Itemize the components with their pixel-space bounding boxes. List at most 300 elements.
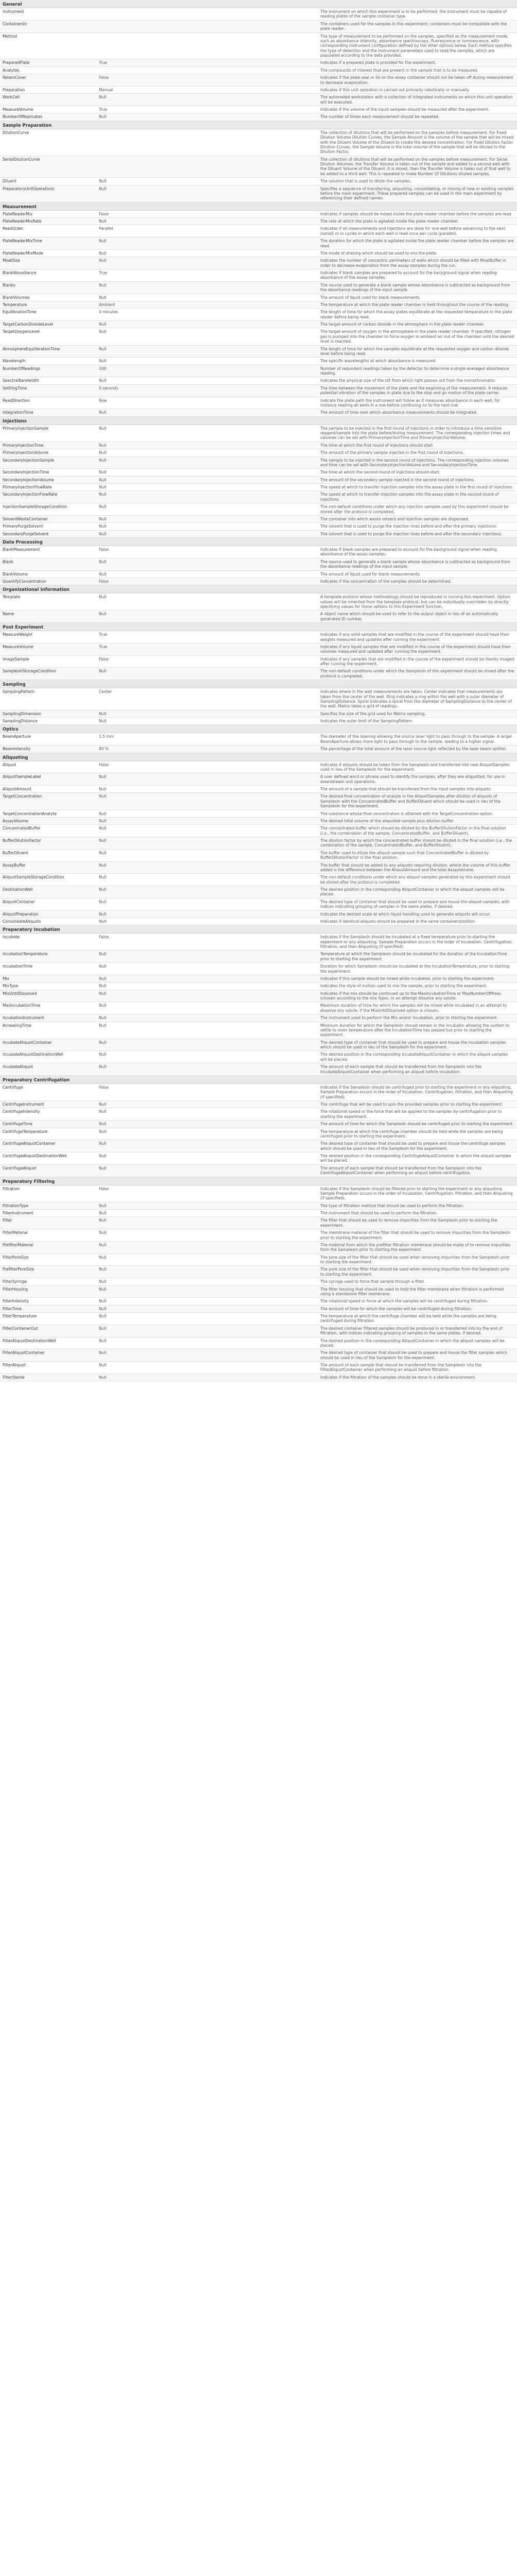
option-name: Temperature: [3, 302, 27, 307]
option-description: The filter that should be used to remove impurities from the SamplesIn prior to starting the experiment.: [320, 1218, 497, 1228]
option-row: [0, 106, 517, 113]
option-description: The desired type of container that should be used to prepare and house the filter samples which should be used in lieu of the SamplesIn for the experiment.: [320, 1350, 507, 1360]
option-row: [0, 1140, 517, 1153]
option-row: [0, 1063, 517, 1076]
option-name: PlateReaderMixTime: [3, 239, 42, 244]
section-header: Data Processing: [0, 538, 517, 546]
option-description: The rotational speed or force at which the samples will be centrifuged during filtration.: [320, 1299, 489, 1304]
section-rows: [0, 8, 517, 121]
option-row: [0, 786, 517, 793]
option-description: The desired position in the corresponding AliquotContainer in which the aliquot samples will be placed.: [320, 1338, 505, 1348]
option-value: Null: [99, 1203, 107, 1208]
option-row: [0, 745, 517, 753]
option-row: [0, 975, 517, 982]
option-description: The duration for which the plate is agitated inside the plate reader chamber before the samples are read.: [320, 239, 514, 248]
option-name: IncubateAliquot: [3, 1064, 33, 1070]
option-row: [0, 1242, 517, 1254]
option-name: SettlingTime: [3, 385, 27, 391]
option-row: [0, 982, 517, 990]
option-row: [0, 484, 517, 491]
option-value: Ambient: [99, 302, 115, 307]
option-value: [96, 8, 318, 20]
option-description: A user defined word or phrase used to identify the samples, after they are aliquotted, for use in downstream unit operations.: [320, 774, 506, 784]
option-value: Null: [99, 711, 107, 716]
option-description: The solvent that is used to purge the injection lines before and after the secondary injections.: [320, 531, 502, 536]
section-preparatory-filtering: [0, 1177, 517, 1382]
option-name: PrefilterPoreSize: [3, 1267, 35, 1272]
option-value: Null: [99, 282, 107, 287]
option-row: [0, 385, 517, 397]
option-row: [0, 129, 517, 156]
option-name: Analytes: [3, 67, 20, 73]
option-value: True: [99, 632, 107, 637]
option-description: The solution that is used to dilute the samples.: [320, 179, 411, 184]
option-description: Indicates if the SamplesIn should be centrifuged prior to starting the experiment or any aliquoting. Sample Preparation occurs in the order of Incubation, Centrifugation, Filtration, and then Aliquoting (if specified).: [320, 1084, 513, 1099]
option-name: FilterAliquotDestinationWell: [3, 1338, 56, 1343]
option-value: Null: [99, 1102, 107, 1107]
option-description: The diameter of the opening allowing the source laser light to pass through to the sample. A larger BeamAperture allows more light to pass through to the sample, leading to a higher signal.: [320, 734, 512, 744]
option-name: PreparatoryUnitOperations: [3, 186, 55, 191]
option-value: Null: [99, 516, 107, 521]
option-value: Null: [99, 976, 107, 981]
option-name: CentrifugeInstrument: [3, 1102, 44, 1107]
option-row: [0, 1374, 517, 1381]
option-description: Indicates if the volume of the liquid samples should be measured after the experiment.: [320, 107, 490, 112]
option-row: [0, 250, 517, 257]
option-value: Null: [99, 378, 107, 383]
option-row: [0, 733, 517, 745]
option-description: Maximum duration of time for which the samples will be mixed while incubated in an attempt to dissolve any solute, if the MixUntilDissolved option is chosen.: [320, 1003, 507, 1013]
option-value: Null: [99, 1052, 107, 1057]
option-description: The filter housing that should be used to hold the filter membrane when filtration is performed using a standalone filter membrane.: [320, 1286, 504, 1296]
section-rows: [0, 546, 517, 585]
section-rows: [0, 211, 517, 417]
option-description: The amount of the secondary sample injected in the second round of injections.: [320, 477, 475, 482]
option-row: [0, 643, 517, 656]
section-header: Measurement: [0, 202, 517, 211]
option-row: [0, 377, 517, 384]
option-name: Filter: [3, 1218, 12, 1223]
option-name: PlateReaderMix: [3, 211, 33, 216]
option-name: ConcentratedBuffer: [3, 826, 41, 831]
option-name: TargetConcentrationAnalyte: [3, 811, 57, 816]
option-row: [0, 365, 517, 378]
option-description: The temperature at which the plate reader chamber is held throughout the course of the reading.: [320, 302, 510, 307]
option-row: [0, 1185, 517, 1202]
option-row: [0, 1121, 517, 1128]
option-row: [0, 963, 517, 975]
option-description: The speed at which to transfer injection samples into the assay plate in the first round of injections.: [320, 485, 514, 489]
option-name: Aliquot: [3, 762, 16, 767]
option-row: [0, 886, 517, 899]
option-row: [0, 934, 517, 951]
section-injections: [0, 417, 517, 538]
option-name: Incubate: [3, 935, 20, 940]
option-row: [0, 94, 517, 106]
option-description: Indicates if this unit operation is carried out primarily robotically or manually.: [320, 87, 470, 92]
option-name: CentrifugeAliquot: [3, 1165, 37, 1171]
option-value: Null: [99, 426, 107, 431]
option-row: [0, 449, 517, 456]
option-name: IncubationInstrument: [3, 1015, 44, 1021]
option-row: [0, 211, 517, 218]
option-name: BeamIntensity: [3, 747, 31, 752]
option-description: The collection of dilutions that will be performed on the samples before measurement. For Fixed Dilution Volume Dilution Curves, the Sample Amount is the volume of the sample that will be mixed with the Diluent Volume of the Diluent to create the desired concentration. For Fixed Dilution Factor Dilution Curves, the Sample Volume is the total volume of the sample that will be diluted to the Dilution Factor.: [320, 130, 514, 155]
option-row: [0, 1210, 517, 1217]
option-value: Null: [99, 179, 107, 184]
option-row: [0, 578, 517, 585]
option-value: Null: [99, 899, 107, 904]
section-rows: [0, 129, 517, 202]
option-row: [0, 656, 517, 668]
option-value: Null: [99, 477, 107, 482]
option-row: [0, 442, 517, 449]
option-row: [0, 113, 517, 121]
section-rows: [0, 733, 517, 753]
section-header: Preparatory Filtering: [0, 1177, 517, 1185]
option-name: SecondaryInjectionFlowRate: [3, 492, 58, 497]
option-name: FilterPoreSize: [3, 1255, 29, 1260]
section-rows: [0, 761, 517, 926]
option-row: [0, 793, 517, 810]
option-row: [0, 951, 517, 963]
option-value: Parallel: [99, 226, 113, 231]
option-value: Null: [99, 887, 107, 892]
option-row: [0, 688, 517, 710]
option-row: [0, 825, 517, 837]
option-value: Null: [99, 818, 107, 823]
option-description: The desired type of container that should be used to prepare and house the centrifuge samples which should be used in lieu of the SamplesIn for the experiment.: [320, 1141, 506, 1151]
section-rows: [0, 631, 517, 680]
option-row: [0, 918, 517, 925]
option-name: SamplingPattern: [3, 689, 35, 694]
option-name: TargetOxygenLevel: [3, 329, 40, 334]
option-row: [0, 346, 517, 358]
option-name: FilterSyringe: [3, 1279, 27, 1284]
option-description: The amount of time for which the SamplesIn should be centrifuged prior to starting the experiment.: [320, 1122, 514, 1127]
option-value: Null: [99, 595, 107, 600]
option-name: MeasureWeight: [3, 632, 33, 637]
option-name: RetainCover: [3, 75, 26, 80]
option-row: [0, 718, 517, 725]
option-description: The time between the movement of the plate and the beginning of the measurement. It reduces potential vibration of the samples in plate due to the stop and go motion of the plate carrier.: [320, 385, 508, 396]
section-post-experiment: [0, 623, 517, 680]
option-value: False: [99, 75, 109, 80]
option-description: Number of redundant readings taken by the detector to determine a single averaged absorbance reading.: [320, 366, 509, 376]
option-value: Null: [99, 329, 107, 334]
section-header: General: [0, 0, 517, 8]
option-value: False: [99, 1186, 109, 1191]
option-value: Null: [99, 492, 107, 497]
section-rows: [0, 1185, 517, 1382]
option-name: FilterAliquot: [3, 1363, 26, 1367]
option-name: IncubateAliquotContainer: [3, 1040, 52, 1045]
option-description: The compounds of interest that are present in the sample that is to be measured.: [320, 67, 479, 73]
option-description: The instrument used to perform the Mix and/or Incubation, prior to starting the experiment.: [320, 1015, 498, 1021]
option-value: [96, 129, 318, 156]
option-name: NumberOfReplicates: [3, 114, 43, 120]
option-name: DilutionCurve: [3, 130, 29, 135]
option-value: Null: [99, 1064, 107, 1070]
option-name: Mix: [3, 976, 9, 981]
option-name: PrimaryInjectionTime: [3, 443, 44, 448]
option-row: [0, 1022, 517, 1039]
option-name: Method: [3, 33, 18, 39]
option-value: Null: [99, 984, 107, 989]
option-name: IntegrationTime: [3, 410, 33, 415]
option-name: PreparedPlate: [3, 60, 30, 65]
option-description: The amount of each sample that should be transferred from the SamplesIn into the IncubateAliquotContainer when performing an aliquot before incubation.: [320, 1064, 482, 1074]
option-value: Null: [99, 1003, 107, 1008]
option-name: DestinationWell: [3, 887, 33, 892]
option-row: [0, 862, 517, 874]
option-row: [0, 1306, 517, 1313]
section-header: Post Experiment: [0, 623, 517, 631]
option-row: [0, 33, 517, 60]
option-description: The syringe used to force that sample through a filter.: [320, 1279, 425, 1284]
option-row: [0, 837, 517, 850]
option-description: Indicates if the SamplesIn should be filtered prior to starting the experiment or any aliquoting. Sample Preparation occurs in the order of Incubation, Centrifugation, Filtration, and then Aliquoting (if specified).: [320, 1186, 513, 1201]
option-value: Null: [99, 850, 107, 855]
option-value: 1.5 mm: [99, 734, 114, 739]
option-row: [0, 156, 517, 178]
option-row: [0, 1165, 517, 1177]
option-name: MixType: [3, 984, 19, 989]
option-value: Null: [99, 1314, 107, 1318]
option-description: The material from which the prefilter filtration membrane should be made of to remove impurities from the SamplesIn prior to starting the experiment.: [320, 1242, 511, 1252]
option-name: Name: [3, 612, 14, 617]
option-value: Null: [99, 1375, 107, 1380]
option-value: Null: [99, 1023, 107, 1028]
option-row: [0, 990, 517, 1003]
option-name: ConsolidateAliquots: [3, 919, 41, 924]
section-preparatory-centrifugation: [0, 1076, 517, 1177]
option-description: The sample to be injected in the first round of injections in order to introduce a time sensitive reagent/sample into the plate before/during measurement. The corresponding injection times and volumes can be set with PrimaryInjectionTime and PrimaryInjectionVolume.: [320, 426, 510, 440]
option-description: The containers used for the samples in this experiment; containers must be compatible with the plate reader.: [320, 21, 507, 31]
option-description: The amount of liquid used for blank measurements.: [320, 295, 421, 300]
option-value: Null: [99, 1267, 107, 1272]
option-row: [0, 1217, 517, 1229]
option-value: Null: [99, 719, 107, 723]
option-value: Null: [99, 794, 107, 799]
option-row: [0, 773, 517, 786]
option-description: The pore size of the filter that should be used when removing impurities from the SamplesIn prior to starting the experiment.: [320, 1255, 510, 1264]
section-header: Sampling: [0, 680, 517, 688]
section-header: Sample Preparation: [0, 121, 517, 129]
option-row: [0, 328, 517, 345]
option-name: AssayBuffer: [3, 862, 26, 868]
option-value: Null: [99, 1350, 107, 1355]
section-header: Preparatory Incubation: [0, 925, 517, 934]
option-description: The amount of the primary sample injected in the first round of injections.: [320, 450, 464, 455]
option-description: Indicates if the filtration of the samples should be done in a sterile environment.: [320, 1375, 476, 1380]
option-name: AliquotAmount: [3, 787, 31, 791]
option-row: [0, 1286, 517, 1298]
section-data-processing: [0, 538, 517, 585]
option-name: PlateReaderMixRate: [3, 219, 42, 224]
option-value: Null: [99, 1015, 107, 1021]
option-value: False: [99, 547, 109, 552]
option-row: [0, 531, 517, 538]
section-rows: [0, 425, 517, 538]
option-description: The target amount of carbon dioxide in the atmosphere in the plate reader chamber.: [320, 322, 485, 327]
option-value: True: [99, 270, 107, 275]
option-name: Centrifuge: [3, 1084, 23, 1090]
option-value: Null: [99, 295, 107, 300]
option-description: The source used to generate a blank sample whose absorbance is subtracted as background from the absorbance readings of the input sample.: [320, 282, 510, 293]
option-value: Null: [99, 919, 107, 924]
option-description: The mode of shaking which should be used to mix the plate.: [320, 250, 438, 256]
option-row: [0, 1101, 517, 1108]
option-name: SerialDilutionCurve: [3, 157, 40, 162]
option-description: Minimum duration for which the SamplesIn should remain in the incubator allowing the system to settle to room temperature after the IncubationTime has passed but prior to starting the experiment.: [320, 1023, 510, 1038]
option-row: [0, 67, 517, 74]
section-rows: [0, 1084, 517, 1177]
option-row: [0, 309, 517, 321]
option-value: Null: [99, 485, 107, 489]
option-value: Null: [99, 811, 107, 816]
option-value: Null: [99, 1141, 107, 1146]
option-value: Null: [99, 457, 107, 463]
option-description: The buffer used to dilute the aliquot sample such that ConcentratedBuffer is diluted by BufferDilutionFactor in the final solution.: [320, 850, 489, 860]
option-value: Null: [99, 504, 107, 510]
option-value: [96, 21, 318, 32]
option-value: Null: [99, 531, 107, 536]
option-row: [0, 397, 517, 410]
option-value: Manual: [99, 87, 113, 92]
option-name: BufferDiluent: [3, 850, 28, 855]
option-row: [0, 558, 517, 571]
option-row: [0, 516, 517, 523]
option-name: MeasureVolume: [3, 644, 33, 649]
option-description: Indicates where in the well measurements are taken. Center indicates that measurements are taken from the center of the well. Ring indicates a ring within the well with a outer diameter of SamplingDistance. Spiral indicates a spiral from the diameter of SamplingDistance to the center of the well. Matrix takes a grid of readings.: [320, 689, 512, 709]
option-value: Row: [99, 398, 107, 403]
option-description: Indicate the plate path the instrument will follow as it measures absorbance in each well, for instance reading all wells in a row before continuing on to the next row.: [320, 398, 500, 408]
section-sampling: [0, 680, 517, 725]
option-value: [96, 156, 318, 178]
option-name: ImageSample: [3, 656, 29, 662]
option-name: BeamAperture: [3, 734, 31, 739]
option-name: AtmosphereEquilibrationTime: [3, 346, 60, 351]
option-description: The amount of time for which the samples will be centrifuged during filtration.: [320, 1306, 472, 1311]
section-rows: [0, 594, 517, 623]
option-name: FilterIntensity: [3, 1299, 29, 1304]
option-name: Diluent: [3, 179, 17, 184]
option-row: [0, 1051, 517, 1063]
option-value: True: [99, 107, 107, 112]
option-description: Indicates the outer limit of the SamplingPattern.: [320, 719, 414, 723]
option-description: Indicates if a prepared plate is provided for the experiment.: [320, 60, 436, 65]
option-row: [0, 874, 517, 886]
option-description: Indicates if all measurements and injections are done for one well before advancing to the next (serial) or in cycles in which each well is read once per cycle (parallel).: [320, 226, 506, 236]
option-name: SecondaryInjectionSample: [3, 457, 54, 463]
option-name: SamplingDistance: [3, 719, 38, 723]
section-preparatory-incubation: [0, 925, 517, 1076]
option-row: [0, 1002, 517, 1014]
option-name: PrefilterMaterial: [3, 1242, 33, 1247]
option-value: Null: [99, 114, 107, 120]
option-value: Null: [99, 1154, 107, 1158]
section-header: Organizational Information: [0, 585, 517, 594]
section-optics: [0, 725, 517, 753]
option-value: Null: [99, 322, 107, 327]
option-row: [0, 810, 517, 818]
option-name: AssayVolume: [3, 818, 28, 823]
option-name: FilterHousing: [3, 1286, 28, 1292]
section-header: Aliquoting: [0, 753, 517, 761]
option-description: Specifies a sequence of transferring, aliquoting, consolidating, or mixing of new or existing samples before the main experiment. These prepared samples can be used in the main experiment by referencing their defined names.: [320, 186, 514, 201]
option-row: [0, 850, 517, 862]
option-description: The amount of a sample that should be transferred from the input samples into aliquots.: [320, 787, 492, 791]
option-value: False: [99, 656, 109, 662]
option-name: ReadOrder: [3, 226, 24, 231]
option-description: The amount of each sample that should be transferred from the SamplesIn into the CentrifugeAliquotContainer when performing an aliquot before centrifugation.: [320, 1165, 482, 1176]
option-value: Null: [99, 1363, 107, 1367]
option-description: Indicates if the mix should be continued up to the MaxIncubationTime or MaxNumberOfMixes (chosen according to the mix Type), in an attempt dissolve any solute.: [320, 991, 501, 1001]
option-name: FilterContainerOut: [3, 1326, 38, 1331]
option-name: QuantifyConcentration: [3, 579, 47, 584]
option-value: Null: [99, 219, 107, 224]
option-name: BufferDilutionFactor: [3, 838, 41, 843]
option-name: FilterTime: [3, 1306, 22, 1311]
option-name: AliquotContainer: [3, 899, 35, 904]
option-description: The percentage of the total amount of the laser source light reflected by the laser beam splitter.: [320, 747, 507, 752]
option-name: IncubationTime: [3, 964, 32, 969]
option-description: The non-default conditions under which the SamplesIn of this experiment should be stored after the protocol is completed.: [320, 669, 514, 679]
option-name: FilterAliquotContainer: [3, 1350, 45, 1355]
option-value: Null: [99, 838, 107, 843]
option-row: [0, 1298, 517, 1305]
option-row: [0, 218, 517, 225]
option-value: Null: [99, 1299, 107, 1304]
option-description: Indicates if any samples that are modified in the course of the experiment should be freshly imaged after running the experiment.: [320, 656, 514, 666]
option-name: PlateReaderMixMode: [3, 250, 43, 256]
option-description: The solvent that is used to purge the injection lines before and after the primary injections.: [320, 524, 497, 529]
option-name: FilterTemperature: [3, 1314, 37, 1318]
option-value: 0 seconds: [99, 385, 118, 391]
option-value: 80 %: [99, 747, 109, 752]
option-description: The dilution factor by which the concentrated buffer should be diluted in the final solution (i.e., the combination of the sample, ConcentratedBuffer, and BufferDiluent).: [320, 838, 512, 848]
option-row: [0, 503, 517, 516]
option-row: [0, 238, 517, 250]
option-row: [0, 631, 517, 643]
option-name: SecondaryInjectionTime: [3, 470, 49, 475]
option-value: Null: [99, 952, 107, 957]
option-description: The desired container filtered samples should be produced in or transferred into by the end of filtration, with indices indicating grouping of samples in the same plates, if desired.: [320, 1326, 503, 1336]
option-value: Null: [99, 571, 107, 577]
option-row: [0, 282, 517, 294]
option-row: [0, 1278, 517, 1285]
option-name: FilterInstrument: [3, 1211, 33, 1215]
option-description: The centrifuge that will be used to spin the provided samples prior to starting the experiment.: [320, 1102, 503, 1107]
section-organizational-information: [0, 585, 517, 623]
option-row: [0, 594, 517, 611]
option-description: The non-default conditions under which any injection samples used by this experiment should be stored after the protocol is completed.: [320, 504, 509, 514]
option-name: AliquotSampleLabel: [3, 774, 41, 779]
option-row: [0, 469, 517, 476]
option-name: AliquotPreparation: [3, 911, 39, 917]
section-header: Injections: [0, 417, 517, 425]
option-name: FilterSterile: [3, 1375, 25, 1380]
option-description: The buffer that should be added to any aliquots requiring dilution, where the volume of this buffer added is the difference between the AliquotAmount and the total AssayVolume.: [320, 862, 511, 872]
option-description: The non-default conditions under which any aliquot samples generated by this experiment should be stored after the protocol is completed.: [320, 875, 510, 885]
option-value: Null: [99, 450, 107, 455]
option-description: The target amount of oxygen in the atmosphere in the plate reader chamber. If specified, nitrogen gas is pumped into the chamber to force oxygen in ambient air out of the chamber until the desired level is reached.: [320, 329, 514, 344]
option-description: The specific wavelengths at which absorbance is measured.: [320, 359, 437, 364]
option-description: The desired total volume of the aliquoted sample plus dilution buffer.: [320, 818, 454, 823]
option-row: [0, 21, 517, 33]
option-name: FiltrationType: [3, 1203, 29, 1208]
